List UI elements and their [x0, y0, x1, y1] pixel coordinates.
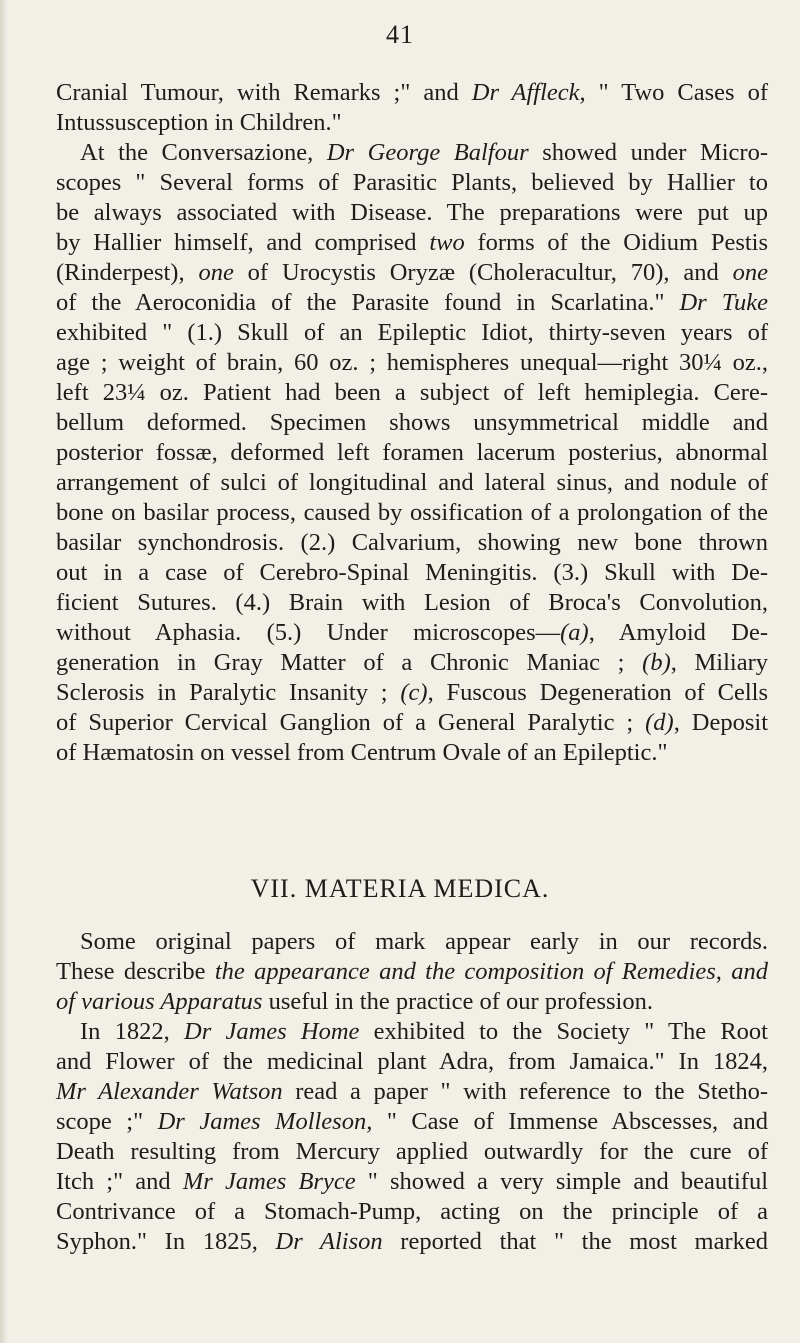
- text-line: of Superior Cervical Ganglion of a General Paralytic ; (d), Deposit: [56, 709, 769, 736]
- text-line: exhibited " (1.) Skull of an Epileptic Idiot, thirty-seven years of: [56, 319, 768, 346]
- text-line: ficient Sutures. (4.) Brain with Lesion of Broca's Convolution,: [56, 589, 768, 616]
- text-line: Cranial Tumour, with Remarks ;" and Dr Affleck, " Two Cases of: [56, 79, 769, 106]
- text-line: posterior fossæ, deformed left foramen lacerum posterius, abnormal: [56, 439, 768, 466]
- text-line: In 1822, Dr James Home exhibited to the Society " The Root: [80, 1018, 768, 1045]
- text-line: generation in Gray Matter of a Chronic Maniac ; (b), Miliary: [56, 649, 769, 676]
- text-line: Mr Alexander Watson read a paper " with reference to the Stetho-: [56, 1078, 768, 1105]
- text-line: left 23¼ oz. Patient had been a subject of left hemiplegia. Cere-: [56, 379, 768, 406]
- text-line: Sclerosis in Paralytic Insanity ; (c), Fuscous Degeneration of Cells: [56, 679, 769, 706]
- text-line: At the Conversazione, Dr George Balfour showed under Micro-: [80, 139, 768, 166]
- text-line: bone on basilar process, caused by ossification of a prolongation of the: [56, 499, 768, 526]
- text-line: Death resulting from Mercury applied outwardly for the cure of: [56, 1138, 768, 1165]
- text-line: of various Apparatus useful in the practice of our profession.: [56, 988, 653, 1015]
- text-line: Some original papers of mark appear early in our records.: [80, 928, 768, 955]
- text-line: of the Aeroconidia of the Parasite found in Scarlatina." Dr Tuke: [56, 289, 769, 316]
- text-line: scope ;" Dr James Molleson, " Case of Immense Abscesses, and: [56, 1108, 769, 1135]
- page-edge-shadow: [0, 0, 8, 1343]
- paragraph-materia-medica: [56, 927, 768, 1257]
- text-line: without Aphasia. (5.) Under microscopes—(a), Amyloid De-: [56, 619, 768, 646]
- text-line: out in a case of Cerebro-Spinal Meningitis. (3.) Skull with De-: [56, 559, 768, 586]
- text-line: Intussusception in Children.": [56, 109, 342, 136]
- text-line: arrangement of sulci of longitudinal and lateral sinus, and nodule of: [56, 469, 768, 496]
- text-line: Itch ;" and Mr James Bryce " showed a very simple and beautiful: [56, 1168, 769, 1195]
- text-line: and Flower of the medicinal plant Adra, from Jamaica." In 1824,: [56, 1048, 768, 1075]
- paragraph-conversazione: [56, 78, 768, 768]
- text-line: These describe the appearance and the composition of Remedies, and: [56, 958, 769, 985]
- text-line: of Hæmatosin on vessel from Centrum Ovale of an Epileptic.": [56, 739, 668, 766]
- text-line: by Hallier himself, and comprised two forms of the Oidium Pestis: [56, 229, 768, 256]
- section-heading: VII. MATERIA MEDICA.: [250, 874, 550, 903]
- text-line: basilar synchondrosis. (2.) Calvarium, showing new bone thrown: [56, 529, 768, 556]
- text-line: bellum deformed. Specimen shows unsymmetrical middle and: [56, 409, 768, 436]
- text-line: (Rinderpest), one of Urocystis Oryzæ (Choleracultur, 70), and one: [56, 259, 768, 286]
- text-line: be always associated with Disease. The preparations were put up: [56, 199, 768, 226]
- page-number: 41: [386, 20, 414, 49]
- text-line: age ; weight of brain, 60 oz. ; hemispheres unequal—right 30¼ oz.,: [56, 349, 768, 376]
- text-line: Syphon." In 1825, Dr Alison reported that " the most marked: [56, 1228, 769, 1255]
- text-line: scopes " Several forms of Parasitic Plants, believed by Hallier to: [56, 169, 768, 196]
- text-line: Contrivance of a Stomach-Pump, acting on the principle of a: [56, 1198, 768, 1225]
